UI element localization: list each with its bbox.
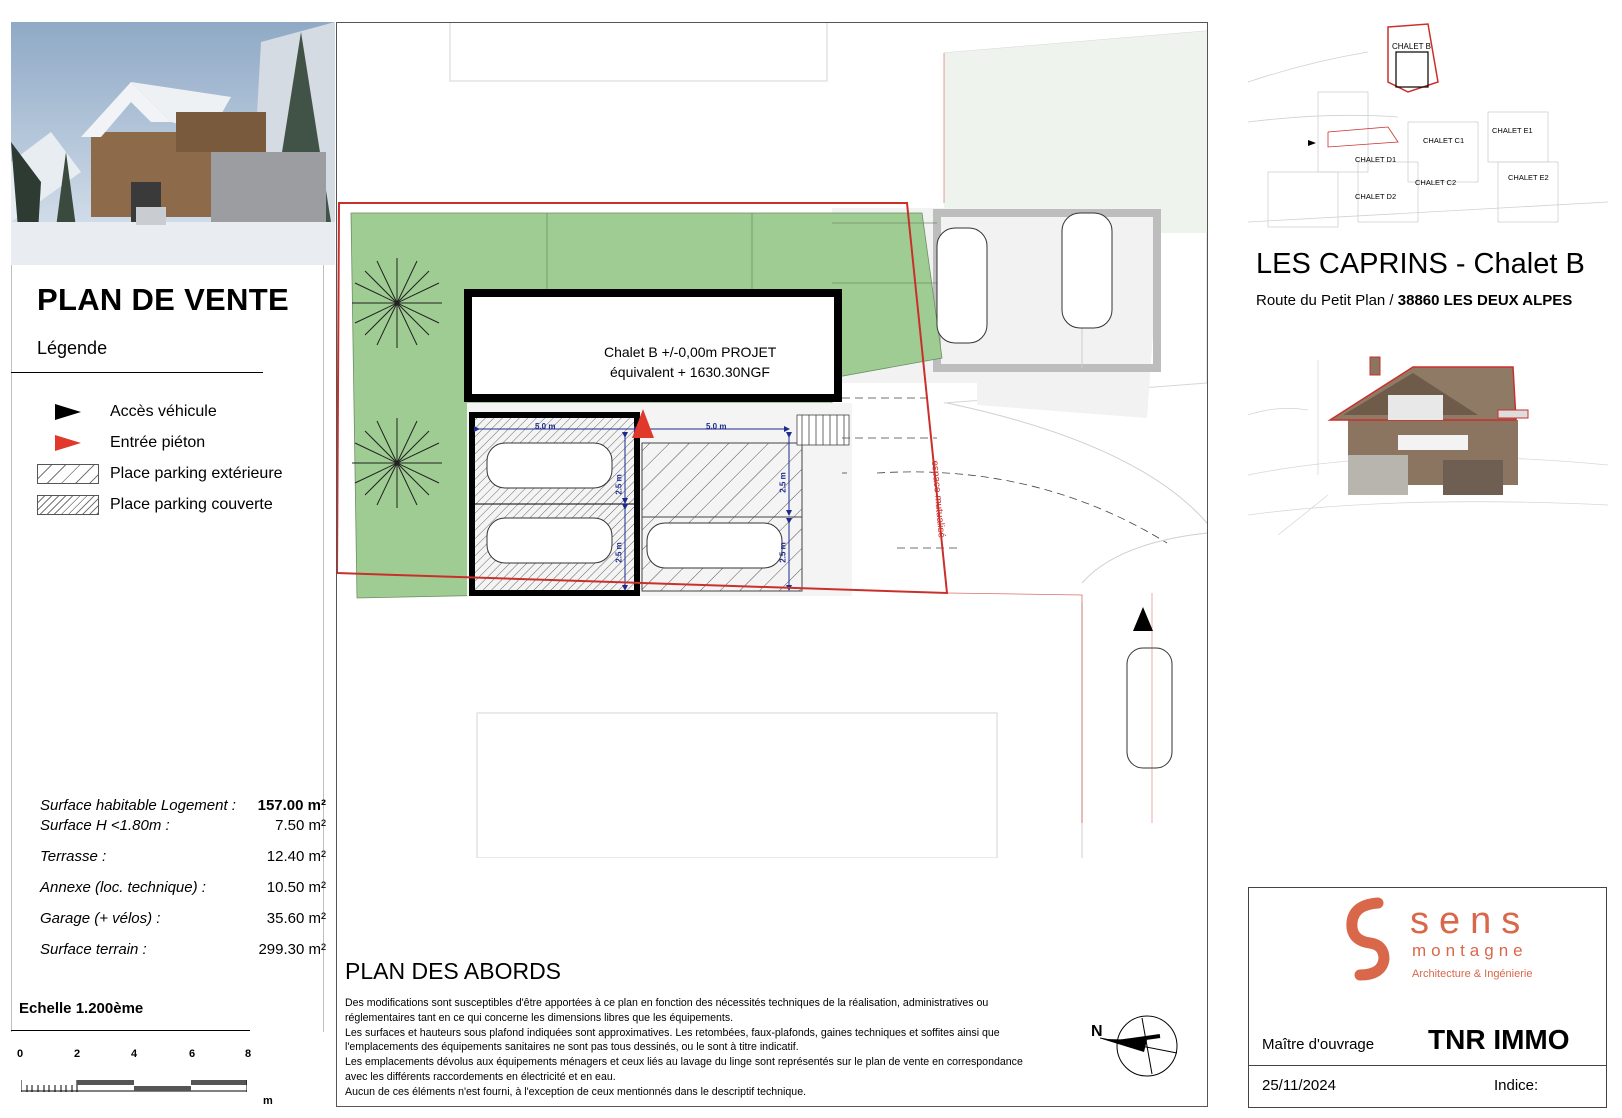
surface-value: 12.40 m² [266, 848, 326, 865]
chalet-label-line2: équivalent + 1630.30NGF [610, 364, 770, 380]
disclaimer-paragraph: Aucun de ces éléments n'est fourni, à l'exception de ceux mentionnés dans le descriptif technique. [345, 1085, 807, 1098]
map-label: CHALET D1 [1355, 155, 1397, 164]
map-label: CHALET E2 [1508, 173, 1549, 182]
map-label-chalet-b: CHALET B [1392, 42, 1431, 51]
divider [1248, 1065, 1607, 1066]
surface-label: Garage (+ vélos) : [40, 910, 161, 927]
map-label: CHALET C2 [1415, 178, 1457, 187]
divider [11, 1030, 250, 1031]
project-address [1256, 292, 1572, 309]
legend-item-outdoor-parking [36, 461, 283, 487]
dimension-label: 2.5 m [614, 474, 624, 495]
map-label: CHALET E1 [1492, 126, 1533, 135]
legend-item-pedestrian-entry [36, 430, 205, 456]
surface-value: 299.30 m² [258, 941, 326, 958]
dimension-label: 5.0 m [535, 422, 556, 431]
disclaimer-paragraph: Les emplacements dévolus aux équipements ménagers et ceux liés au lavage du linge sont représentés sur le plan de vente en correspondance avec les différents raccordements en électricité et en eau. [345, 1056, 1023, 1083]
legend-label: Accès véhicule [110, 403, 217, 420]
surface-label: Surface terrain : [40, 941, 147, 958]
address-city: 38860 LES DEUX ALPES [1397, 292, 1573, 309]
dimension-label: 2.5 m [778, 472, 788, 493]
scale-unit: m [263, 1095, 273, 1107]
legend-item-vehicle-access [36, 399, 217, 425]
disclaimer-paragraph: Des modifications sont susceptibles d'être apportées à ce plan en fonction des nécessités techniques de la réalisation, administratives ou réglementaires tant en ce qui concerne les dimensions libres que les équipements. [345, 997, 989, 1024]
legend-label: Place parking couverte [110, 496, 273, 513]
scale-tick-label: 2 [74, 1048, 81, 1060]
disclaimer-paragraph: Les surfaces et hauteurs sous plafond indiquées sont approximatives. Les retombées, faux-plafonds, gaines techniques et soffites ainsi que l'emplacements des équipements sanitaires ne sont pas tous dessinés, ou le sont à titre indicatif. [345, 1026, 1000, 1054]
surface-value: 35.60 m² [266, 910, 326, 927]
wide-hatch-swatch-icon [36, 463, 100, 485]
map-label: CHALET D2 [1355, 192, 1397, 201]
surface-value: 10.50 m² [266, 879, 326, 896]
chalet-rendering-image [11, 22, 335, 265]
document-date: 25/11/2024 [1262, 1077, 1336, 1094]
sens-montagne-logo-icon [1340, 893, 1580, 983]
dense-hatch-swatch-icon [36, 494, 100, 516]
site-plan-drawing [337, 23, 1207, 858]
surface-label: Annexe (loc. technique) : [40, 879, 206, 896]
page-title: PLAN DE VENTE [37, 282, 289, 317]
owner-value: TNR IMMO [1428, 1024, 1570, 1055]
svg-text:sens: sens [1410, 900, 1531, 942]
svg-text:montagne: montagne [1412, 941, 1528, 960]
legend-label: Place parking extérieure [110, 465, 283, 482]
surface-value: 157.00 m² [257, 797, 326, 814]
scale-tick-label: 6 [189, 1048, 196, 1060]
surface-row-annex [40, 879, 326, 896]
north-arrow-icon [1082, 1008, 1182, 1078]
project-title: LES CAPRINS - Chalet B [1256, 248, 1585, 280]
dimension-label: 2.5 m [614, 542, 624, 563]
legend-item-covered-parking [36, 492, 273, 518]
shared-space-label: espace mutualisé [929, 460, 947, 539]
surface-row-land [40, 941, 326, 958]
divider [11, 372, 263, 373]
map-label: CHALET C1 [1423, 136, 1465, 145]
scale-label: Echelle 1.200ème [19, 1000, 144, 1017]
owner-label: Maître d'ouvrage [1262, 1036, 1375, 1053]
scale-tick-label: 8 [245, 1048, 252, 1060]
dimension-label: 2.5 m [778, 542, 788, 563]
surface-row-terrace [40, 848, 326, 865]
black-triangle-arrow-icon [36, 401, 100, 423]
scale-bar [21, 1080, 247, 1092]
surface-row-habitable [40, 797, 326, 814]
surface-label: Terrasse : [40, 848, 107, 865]
section-title: PLAN DES ABORDS [345, 958, 562, 984]
legend-label: Entrée piéton [110, 434, 206, 451]
surface-value: 7.50 m² [275, 817, 326, 834]
red-triangle-icon [36, 432, 100, 454]
location-map [1248, 22, 1608, 244]
legend-title: Légende [37, 338, 108, 358]
north-label: N [1091, 1023, 1103, 1040]
dimension-label: 5.0 m [706, 422, 727, 431]
svg-text:Architecture & Ingénierie: Architecture & Ingénierie [1412, 968, 1533, 980]
address-street: Route du Petit Plan / [1256, 292, 1394, 309]
chalet-label-line1: Chalet B +/-0,00m PROJET [604, 344, 777, 360]
disclaimer-text [345, 996, 1025, 1100]
chalet-elevation-drawing [1248, 355, 1608, 535]
scale-tick-label: 4 [131, 1048, 138, 1060]
surface-row-low-height [40, 817, 326, 834]
scale-tick-label: 0 [17, 1048, 24, 1060]
indice-label: Indice: [1494, 1077, 1539, 1094]
surface-row-garage [40, 910, 326, 927]
surface-label: Surface habitable Logement : [40, 797, 236, 814]
surface-label: Surface H <1.80m : [40, 817, 170, 834]
